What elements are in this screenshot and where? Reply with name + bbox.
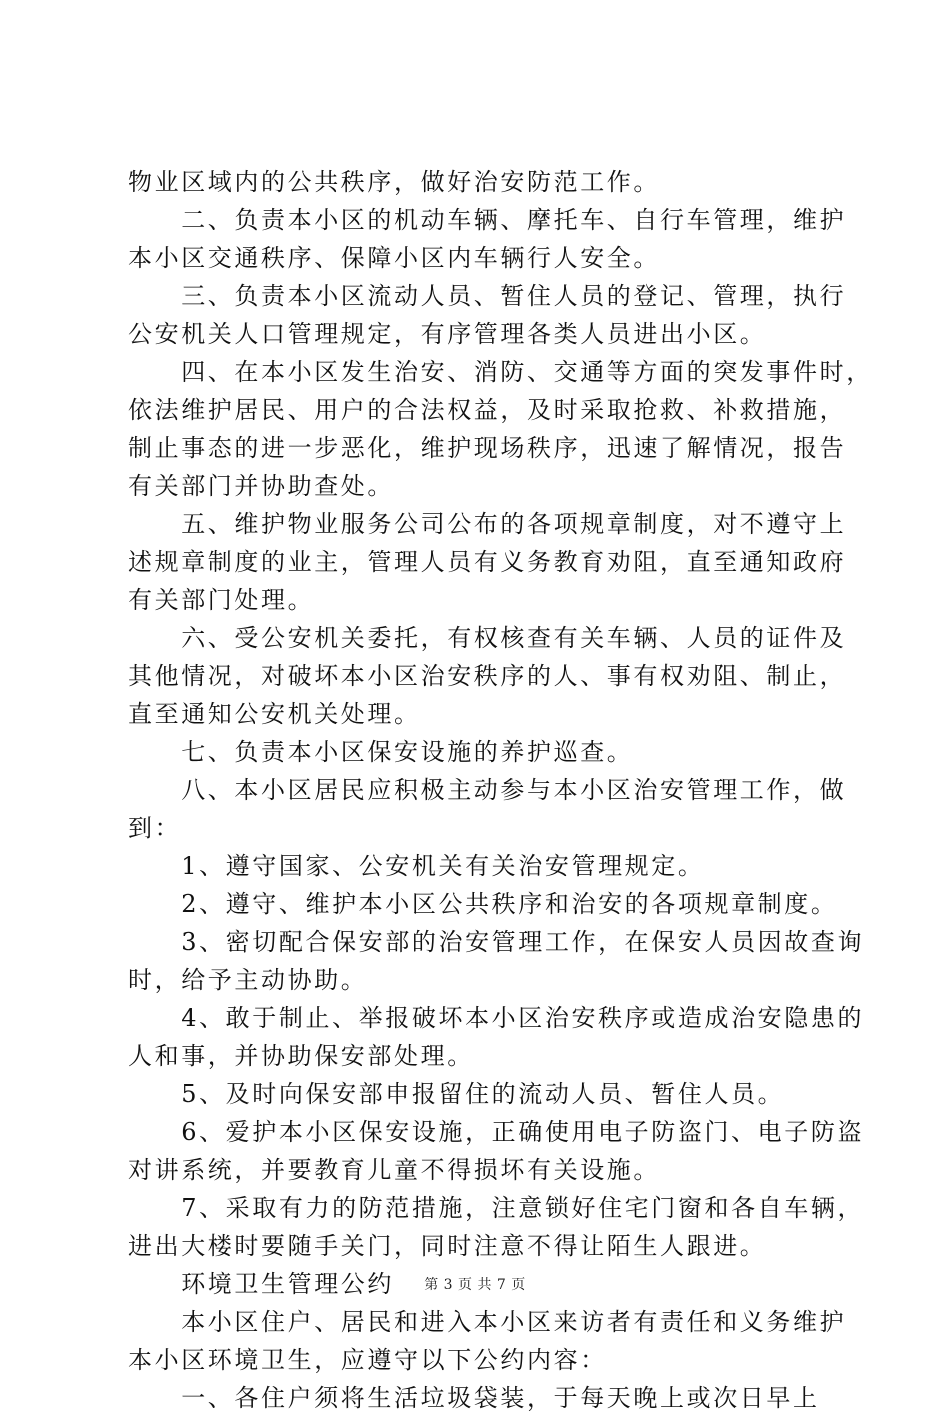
text-line: 3、密切配合保安部的治安管理工作，在保安人员因故查询 [128, 928, 865, 956]
text-line: 三、负责本小区流动人员、暂住人员的登记、管理，执行 [128, 282, 847, 310]
text-line: 到： [128, 814, 182, 842]
text-line: 本小区环境卫生，应遵守以下公约内容： [128, 1346, 607, 1374]
text-line: 2、遵守、维护本小区公共秩序和治安的各项规章制度。 [128, 890, 838, 918]
text-line: 二、负责本小区的机动车辆、摩托车、自行车管理，维护 [128, 206, 847, 234]
text-line: 1、遵守国家、公安机关有关治安管理规定。 [128, 852, 705, 880]
text-line: 七、负责本小区保安设施的养护巡查。 [128, 738, 634, 766]
body-text [128, 163, 873, 1417]
text-line: 八、本小区居民应积极主动参与本小区治安管理工作，做 [128, 776, 847, 804]
text-line: 时，给予主动协助。 [128, 966, 368, 994]
text-line: 四、在本小区发生治安、消防、交通等方面的突发事件时， [128, 358, 873, 386]
text-line: 其他情况，对破坏本小区治安秩序的人、事有权劝阻、制止， [128, 662, 847, 690]
text-line: 进出大楼时要随手关门，同时注意不得让陌生人跟进。 [128, 1232, 767, 1260]
text-line: 依法维护居民、用户的合法权益，及时采取抢救、补救措施， [128, 396, 847, 424]
section-heading: 环境卫生管理公约 [128, 1270, 394, 1298]
text-line: 4、敢于制止、举报破坏本小区治安秩序或造成治安隐患的 [128, 1004, 865, 1032]
text-line: 5、及时向保安部申报留住的流动人员、暂住人员。 [128, 1080, 785, 1108]
text-line: 物业区域内的公共秩序，做好治安防范工作。 [128, 168, 660, 196]
text-line: 有关部门处理。 [128, 586, 315, 614]
text-line: 六、受公安机关委托，有权核查有关车辆、人员的证件及 [128, 624, 847, 652]
text-line: 述规章制度的业主，管理人员有义务教育劝阻，直至通知政府 [128, 548, 847, 576]
text-line: 五、维护物业服务公司公布的各项规章制度，对不遵守上 [128, 510, 847, 538]
text-line: 一、各住户须将生活垃圾袋装，于每天晚上或次日早上 [128, 1384, 820, 1412]
text-line: 直至通知公安机关处理。 [128, 700, 421, 728]
text-line: 有关部门并协助查处。 [128, 472, 394, 500]
text-line: 6、爱护本小区保安设施，正确使用电子防盗门、电子防盗 [128, 1118, 865, 1146]
page-number-label: 第 3 页 共 7 页 [424, 1277, 526, 1293]
text-line: 制止事态的进一步恶化，维护现场秩序，迅速了解情况，报告 [128, 434, 847, 462]
text-line: 7、采取有力的防范措施，注意锁好住宅门窗和各自车辆， [128, 1194, 865, 1222]
text-line: 对讲系统，并要教育儿童不得损坏有关设施。 [128, 1156, 660, 1184]
text-line: 本小区住户、居民和进入本小区来访者有责任和义务维护 [128, 1308, 847, 1336]
text-line: 公安机关人口管理规定，有序管理各类人员进出小区。 [128, 320, 767, 348]
text-line: 本小区交通秩序、保障小区内车辆行人安全。 [128, 244, 660, 272]
text-line: 人和事，并协助保安部处理。 [128, 1042, 474, 1070]
page-footer [0, 1274, 950, 1294]
